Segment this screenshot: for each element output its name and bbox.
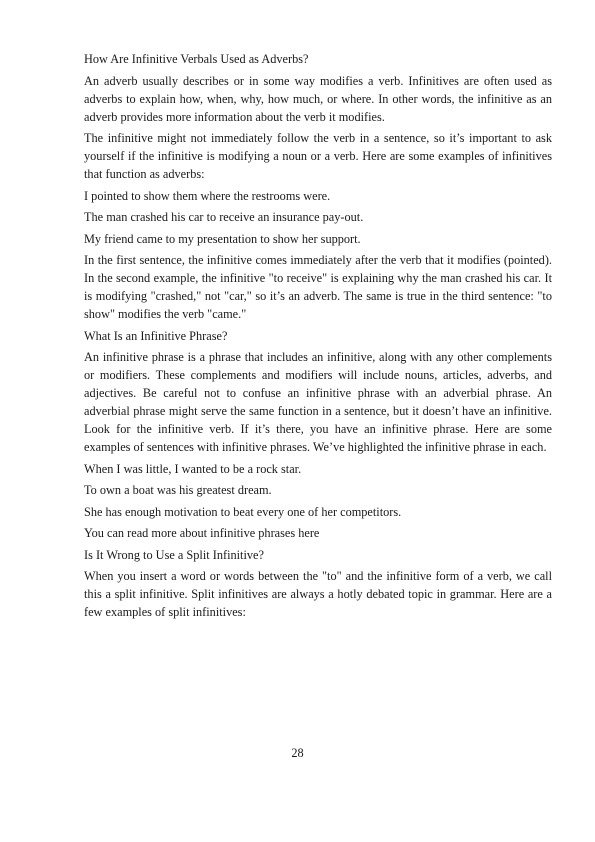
example-sentence: My friend came to my presentation to show her support.: [84, 231, 361, 246]
example-sentence: She has enough motivation to beat every one of her competitors.: [84, 504, 402, 519]
paragraph: In the first sentence, the infinitive comes immediately after the verb that it modifies (pointed). In the second example, the infinitive "to receive" is explaining why the man crashed his car. It is modifying "crashed," not "car," so it’s an adverb. The same is true in the third sentence: "to show" modifies the verb "came.": [84, 253, 552, 321]
example-sentence: When I was little, I wanted to be a rock star.: [84, 461, 302, 476]
section-heading: How Are Infinitive Verbals Used as Adverbs?: [84, 52, 309, 66]
paragraph: The infinitive might not immediately follow the verb in a sentence, so it’s important to ask yourself if the infinitive is modifying a noun or a verb. Here are some examples of infinitives that function as adverbs:: [84, 131, 552, 181]
document-page: [84, 50, 552, 625]
section-heading: What Is an Infinitive Phrase?: [84, 328, 228, 343]
example-sentence: To own a boat was his greatest dream.: [84, 483, 272, 497]
paragraph: When you insert a word or words between the "to" and the infinitive form of a verb, we call this a split infinitive. Split infinitives are always a hotly debated topic in grammar. Here are a few examples of split infinitives:: [84, 569, 552, 619]
page-number: 28: [291, 746, 304, 760]
example-sentence: I pointed to show them where the restrooms were.: [84, 188, 331, 203]
paragraph: An adverb usually describes or in some way modifies a verb. Infinitives are often used as adverbs to explain how, when, why, how much, or where. In other words, the infinitive as an adverb provides more information about the verb it modifies.: [84, 73, 552, 124]
section-heading: Is It Wrong to Use a Split Infinitive?: [84, 547, 264, 562]
paragraph: An infinitive phrase is a phrase that includes an infinitive, along with any other complements or modifiers. These complements and modifiers will include nouns, articles, adverbs, and adjectives. Be careful not to confuse an infinitive phrase with an adverbial phrase. An adverbial phrase might serve the same function in a sentence, but it doesn’t have an infinitive. Look for the infinitive verb. If it’s there, you have an infinitive phrase. Here are some examples of sentences with infinitive phrases. We’ve highlighted the infinitive phrase in each.: [84, 350, 552, 454]
example-sentence: The man crashed his car to receive an insurance pay-out.: [84, 210, 364, 224]
paragraph: You can read more about infinitive phrases here: [84, 526, 320, 540]
